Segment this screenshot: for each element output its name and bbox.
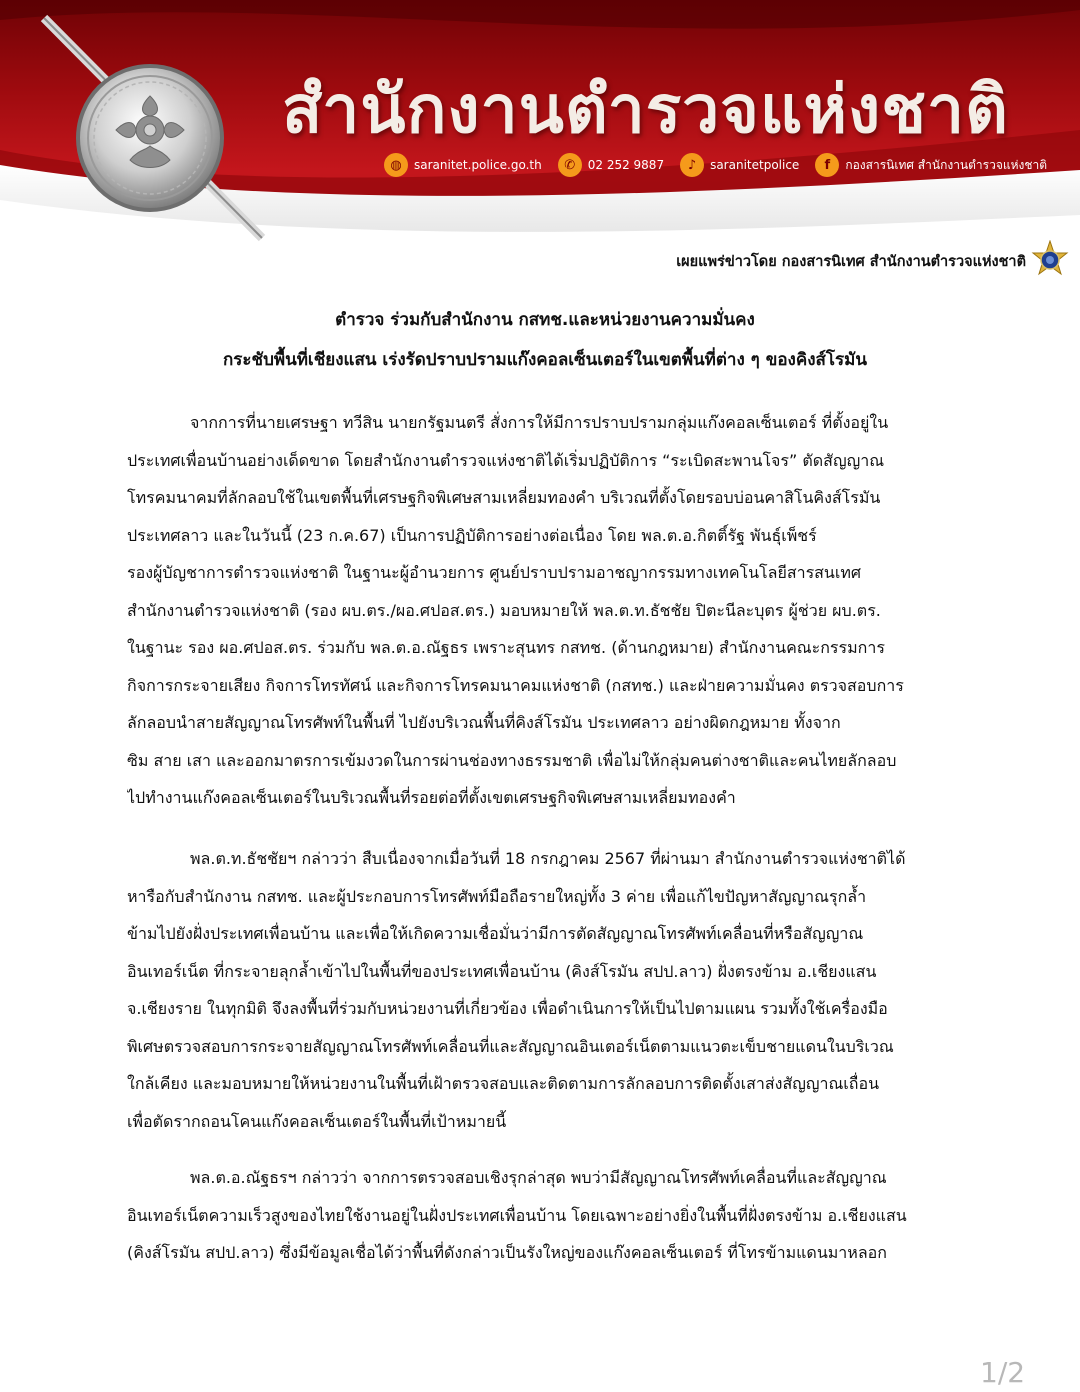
paragraph-line: ซิม สาย เสา และออกมาตรการเข้มงวดในการผ่านช่องทางธรรมชาติ เพื่อไม่ให้กลุ่มคนต่างชาติและคนไทยลักลอบ — [127, 750, 897, 770]
paragraph-line: ในฐานะ รอง ผอ.ศปอส.ตร. ร่วมกับ พล.ต.อ.ณัฐธร เพราะสุนทร กสทช. (ด้านกฎหมาย) สำนักงานคณะกรรมการ — [127, 638, 885, 657]
paragraph-line: กิจการกระจายเสียง กิจการโทรทัศน์ และกิจการโทรคมนาคมแห่งชาติ (กสทช.) และฝ่ายความมั่นคง ตรวจสอบการ — [127, 675, 904, 695]
paragraph-line: จ.เชียงราย ในทุกมิติ จึงลงพื้นที่ร่วมกับหน่วยงานที่เกี่ยวข้อง เพื่อดำเนินการให้เป็นไปตามแผน รวมทั้งใช้เครื่องมือ — [127, 999, 888, 1018]
paragraph-line: พิเศษตรวจสอบการกระจายสัญญาณโทรศัพท์เคลื่อนที่และสัญญาณอินเตอร์เน็ตตามแนวตะเข็บชายแดนในบริเวณ — [127, 1036, 894, 1056]
paragraph-line: ประเทศเพื่อนบ้านอย่างเด็ดขาด โดยสำนักงานตำรวจแห่งชาติได้เริ่มปฏิบัติการ “ระเบิดสะพานโจร” ตัดสัญญาณ — [127, 450, 885, 470]
globe-icon: ◍ — [384, 153, 408, 177]
paragraph-line: พล.ต.ท.ธัชชัยฯ กล่าวว่า สืบเนื่องจากเมื่อวันที่ 18 กรกฎาคม 2567 ที่ผ่านมา สำนักงานตำรวจแห่งชาติได้ — [190, 849, 906, 868]
paragraph-line: เพื่อตัดรากถอนโคนแก๊งคอลเซ็นเตอร์ในพื้นที่เป้าหมายนี้ — [127, 1111, 507, 1131]
paragraph-line: จากการที่นายเศรษฐา ทวีสิน นายกรัฐมนตรี สั่งการให้มีการปราบปรามกลุ่มแก๊งคอลเซ็นเตอร์ ที่ตั้งอยู่ใน — [190, 413, 889, 432]
paragraph-line: ไปทำงานแก๊งคอลเซ็นเตอร์ในบริเวณพื้นที่รอยต่อที่ตั้งเขตเศรษฐกิจพิเศษสามเหลี่ยมทองคำ — [127, 788, 736, 807]
tiktok-icon: ♪ — [680, 153, 704, 177]
paragraph-2 — [127, 840, 965, 1140]
contact-phone-text: 02 252 9887 — [587, 158, 665, 172]
facebook-icon: f — [815, 153, 839, 177]
phone-icon: ✆ — [558, 153, 582, 177]
paragraph-1 — [127, 404, 965, 817]
paragraph-line: รองผู้บัญชาการตำรวจแห่งชาติ ในฐานะผู้อำนวยการ ศูนย์ปราบปรามอาชญากรรมทางเทคโนโลยีสารสนเทศ — [127, 563, 862, 582]
police-emblem-icon — [30, 10, 280, 245]
contact-website[interactable] — [384, 153, 542, 177]
paragraph-line: โทรคมนาคมที่ลักลอบใช้ในเขตพื้นที่เศรษฐกิจพิเศษสามเหลี่ยมทองคำ บริเวณที่ตั้งโดยรอบบ่อนคาสิโนคิงส์โรมัน — [127, 488, 881, 507]
information-division-badge-icon — [1030, 240, 1070, 280]
contact-website-text: saranitet.police.go.th — [414, 158, 542, 172]
contact-facebook-text: กองสารนิเทศ สำนักงานตำรวจแห่งชาติ — [845, 157, 1048, 172]
publisher-line: เผยแพร่ข่าวโดย กองสารนิเทศ สำนักงานตำรวจแห่งชาติ — [676, 254, 1026, 270]
news-headline — [120, 300, 970, 380]
paragraph-line: อินเทอร์เน็ต ที่กระจายลุกล้ำเข้าไปในพื้นที่ของประเทศเพื่อนบ้าน (คิงส์โรมัน สปป.ลาว) ฝั่งตรงข้าม อ.เชียงแสน — [127, 961, 877, 981]
paragraph-line: ประเทศลาว และในวันนี้ (23 ก.ค.67) เป็นการปฏิบัติการอย่างต่อเนื่อง โดย พล.ต.อ.กิตติ์รัฐ พันธุ์เพ็ชร์ — [127, 525, 817, 545]
contact-facebook[interactable] — [815, 153, 1047, 177]
paragraph-line: (คิงส์โรมัน สปป.ลาว) ซึ่งมีข้อมูลเชื่อได้ว่าพื้นที่ดังกล่าวเป็นรังใหญ่ของแก๊งคอลเซ็นเตอร์ ที่โทรข้ามแดนมาหลอก — [127, 1243, 887, 1262]
header-banner — [0, 0, 1080, 245]
contact-tiktok[interactable] — [680, 153, 799, 177]
paragraph-line: อินเทอร์เน็ตความเร็วสูงของไทยใช้งานอยู่ในฝั่งประเทศเพื่อนบ้าน โดยเฉพาะอย่างยิ่งในพื้นที่ฝั่งตรงข้าม อ.เชียงแสน — [127, 1205, 907, 1225]
paragraph-line: สำนักงานตำรวจแห่งชาติ (รอง ผบ.ตร./ผอ.ศปอส.ตร.) มอบหมายให้ พล.ต.ท.ธัชชัย ปิตะนีละบุตร ผู้ช่วย ผบ.ตร. — [127, 600, 881, 620]
page-number: 1/2 — [980, 1356, 1026, 1389]
paragraph-line: หารือกับสำนักงาน กสทช. และผู้ประกอบการโทรศัพท์มือถือรายใหญ่ทั้ง 3 ค่าย เพื่อแก้ไขปัญหาสัญญาณรุกล้ำ — [127, 886, 867, 906]
contact-bar — [384, 151, 1063, 179]
paragraph-line: พล.ต.อ.ณัฐธรฯ กล่าวว่า จากการตรวจสอบเชิงรุกล่าสุด พบว่ามีสัญญาณโทรศัพท์เคลื่อนที่และสัญญาณ — [190, 1168, 887, 1187]
contact-phone[interactable] — [558, 153, 664, 177]
paragraph-line: ข้ามไปยังฝั่งประเทศเพื่อนบ้าน และเพื่อให้เกิดความเชื่อมั่นว่ามีการตัดสัญญาณโทรศัพท์เคลื่อนที่หรือสัญญาณ — [127, 924, 864, 943]
headline-line-1: ตำรวจ ร่วมกับสำนักงาน กสทช.และหน่วยงานความมั่นคง — [335, 310, 755, 330]
paragraph-3 — [127, 1159, 965, 1272]
paragraph-line: ลักลอบนำสายสัญญาณโทรศัพท์ในพื้นที่ ไปยังบริเวณพื้นที่คิงส์โรมัน ประเทศลาว อย่างผิดกฎหมาย ทั้งจาก — [127, 713, 841, 732]
headline-line-2: กระชับพื้นที่เชียงแสน เร่งรัดปราบปรามแก๊งคอลเซ็นเตอร์ในเขตพื้นที่ต่าง ๆ ของคิงส์โรมัน — [222, 350, 867, 370]
contact-tiktok-text: saranitetpolice — [710, 158, 800, 172]
agency-title: สำนักงานตำรวจแห่งชาติ — [282, 71, 1009, 148]
paragraph-line: ใกล้เคียง และมอบหมายให้หน่วยงานในพื้นที่เฝ้าตรวจสอบและติดตามการลักลอบการติดตั้งเสาส่งสัญญาณเถื่อน — [127, 1074, 879, 1093]
